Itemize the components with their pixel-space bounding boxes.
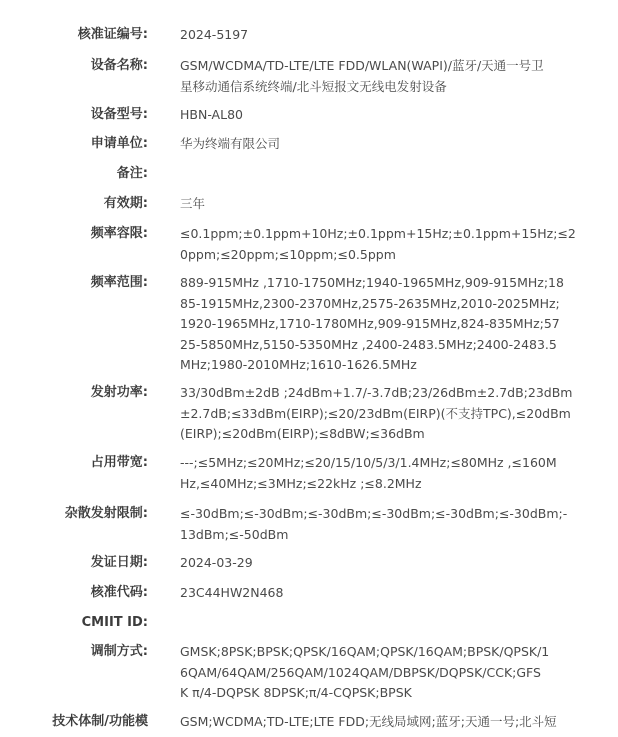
- cmiit-id-label: CMIIT ID:: [81, 615, 148, 630]
- spurious-value: ≤-30dBm;≤-30dBm;≤-30dBm;≤-30dBm;≤-30dBm;≤-30dBm;- 13dBm;≤-50dBm: [180, 506, 568, 542]
- approval-code-value: 23C44HW2N468: [180, 585, 284, 600]
- model-value: HBN-AL80: [180, 107, 243, 122]
- bandwidth-label: 占用带宽:: [90, 455, 148, 470]
- validity-value: 三年: [180, 196, 206, 211]
- bandwidth-value: ---;≤5MHz;≤20MHz;≤20/15/10/5/3/1.4MHz;≤80MHz ,≤160M Hz,≤40MHz;≤3MHz;≤22kHz ;≤8.2MHz: [180, 455, 557, 491]
- modulation-label: 调制方式:: [90, 644, 148, 659]
- remarks-label: 备注:: [116, 166, 148, 181]
- freq-tolerance-value: ≤0.1ppm;±0.1ppm+10Hz;±0.1ppm+15Hz;±0.1ppm+15Hz;≤2 0ppm;≤20ppm;≤10ppm;≤0.5ppm: [180, 226, 576, 262]
- applicant-label: 申请单位:: [90, 136, 148, 151]
- tx-power-label: 发射功率:: [90, 385, 148, 400]
- model-label: 设备型号:: [90, 107, 148, 122]
- issue-date-label: 发证日期:: [90, 555, 148, 570]
- validity-label: 有效期:: [103, 196, 148, 211]
- freq-range-value: 889-915MHz ,1710-1750MHz;1940-1965MHz,909-915MHz;18 85-1915MHz,2300-2370MHz,2575-2635MHz,2010-2025MHz; 1920-1965MHz,1710-1780MHz,909-915MHz,824-835MHz;57 25-5850MHz,5150-5350MHz ,2400-2483.5MHz;2400-2483.5 MHz;1980-2010MHz;1610-1626.5MHz: [180, 275, 564, 372]
- approval-no-value: 2024-5197: [180, 27, 249, 42]
- approval-no-label: 核准证编号:: [77, 27, 148, 42]
- freq-range-label: 频率范围:: [90, 275, 148, 290]
- approval-code-label: 核准代码:: [90, 585, 148, 600]
- tx-power-value: 33/30dBm±2dB ;24dBm+1.7/-3.7dB;23/26dBm±2.7dB;23dBm ±2.7dB;≤33dBm(EIRP);≤20/23dBm(EIRP)(不支持TPC),≤20dBm (EIRP);≤20dBm(EIRP);≤8dBW;≤36dBm: [180, 385, 573, 441]
- applicant-value: 华为终端有限公司: [180, 136, 281, 151]
- device-name-label: 设备名称:: [90, 58, 148, 73]
- issue-date-value: 2024-03-29: [180, 555, 253, 570]
- tech-system-value: GSM;WCDMA;TD-LTE;LTE FDD;无线局域网;蓝牙;天通一号;北斗短: [180, 714, 557, 729]
- freq-tolerance-label: 频率容限:: [90, 226, 148, 241]
- tech-system-label: 技术体制/功能模: [52, 714, 148, 729]
- device-name-value: GSM/WCDMA/TD-LTE/LTE FDD/WLAN(WAPI)/蓝牙/天通一号卫 星移动通信系统终端/北斗短报文无线电发射设备: [180, 58, 544, 94]
- spurious-label: 杂散发射限制:: [64, 506, 148, 521]
- modulation-value: GMSK;8PSK;BPSK;QPSK/16QAM;QPSK/16QAM;BPSK/QPSK/1 6QAM/64QAM/256QAM/1024QAM/DBPSK/DQPSK/CCK;GFS K π/4-DQPSK 8DPSK;π/4-CQPSK;BPSK: [180, 644, 550, 700]
